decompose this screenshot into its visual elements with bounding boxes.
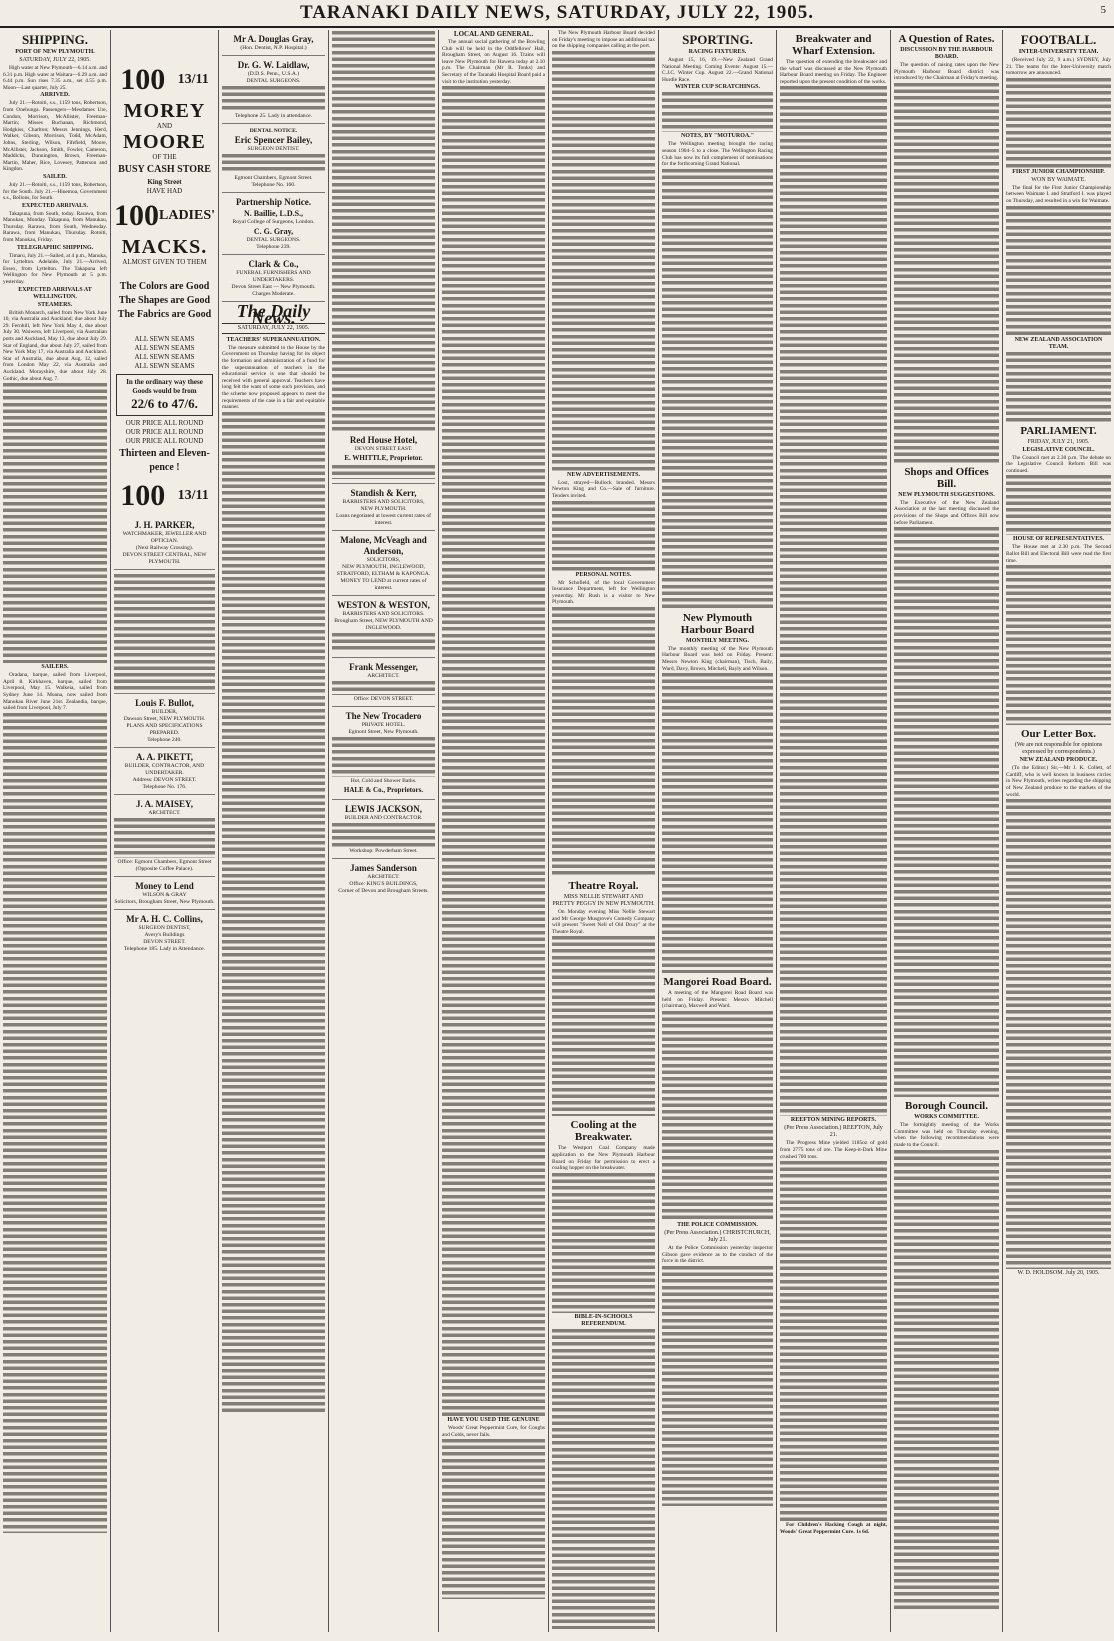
biz-name: E. WHITTLE, Proprietor. (344, 454, 423, 462)
borough-sub: WORKS COMMITTEE. (914, 1114, 979, 1121)
biz-line: Brougham Street, NEW PLYMOUTH AND INGLEWOOD. (334, 618, 433, 631)
trocadero-card (332, 711, 435, 800)
text-block (332, 823, 435, 847)
biz-name: James Sanderson (350, 863, 417, 873)
pikett-card (114, 752, 215, 795)
rates-heading: A Question of Rates. (898, 33, 995, 45)
theatre-heading: Theatre Royal. (568, 879, 639, 892)
biz-line: Hot, Cold and Shower Baths. (350, 778, 417, 784)
local-heading: LOCAL AND GENERAL. (453, 30, 534, 38)
biz-name: HALE & Co., Proprietors. (343, 786, 424, 794)
sailed-text: July 21.—Rotoiti, s.s., 1159 tons, Robertson, for the South. July 21.—Hinemoa, Government s.s., Bollons, for South. (3, 181, 107, 202)
text-block (780, 86, 887, 1116)
column-local-general (439, 30, 548, 1632)
text-block (222, 86, 325, 112)
biz-name: J. H. PARKER, (134, 520, 195, 530)
shapes-line: The Shapes are Good (118, 295, 211, 306)
bullot-card (114, 698, 215, 748)
harbour-heading: New Plymouth Harbour Board (680, 611, 755, 636)
collins-card (114, 914, 215, 956)
biz-name: WESTON & WESTON, (337, 600, 430, 610)
page-number: 5 (1100, 4, 1106, 16)
biz-line: SURGEON DENTIST, (138, 925, 191, 931)
biz-line: Charges Moderate. (252, 291, 295, 297)
biz-name: Mr A. Douglas Gray, (233, 34, 314, 44)
personal-text: Mr Schofield, of the local Government Insurance Department, left for Wellington yesterday. Mr Rush is a visitor to New Plymouth. (552, 579, 655, 606)
text-block (780, 1161, 887, 1521)
waimate-sub: WON BY WAIMATE. (1031, 176, 1086, 183)
biz-line: Telephone 185. Lady in Attendance. (123, 946, 205, 952)
biz-name: Frank Messenger, (349, 662, 418, 672)
biz-line: OPTICIAN. (150, 538, 179, 544)
macks-text: MACKS. (121, 236, 208, 258)
sanderson-card (332, 863, 435, 898)
text-block (332, 31, 435, 431)
police-text: At the Police Commission yesterday inspector Gibson gave evidence as to the conduct of the force in the district. (662, 1244, 773, 1265)
text-block (3, 713, 107, 1533)
column-shipping (0, 30, 110, 1632)
text-block (552, 607, 655, 877)
text-block (332, 465, 435, 479)
football-heading: FOOTBALL. (1020, 32, 1097, 47)
text-block (662, 169, 773, 609)
seams-line: ALL SEWN SEAMS (134, 362, 195, 370)
biz-line: Office: KING'S BUILDINGS, (349, 881, 418, 887)
column-adverts-left (111, 30, 218, 1632)
text-block (1006, 799, 1111, 1269)
money-card (114, 881, 215, 910)
ladies-text: LADIES' (159, 208, 216, 223)
have-had: HAVE HAD (146, 187, 183, 195)
harbour-sub: MONTHLY MEETING. (686, 637, 749, 644)
borough-text: The fortnightly meeting of the Works Committee was held on Thursday evening, when the following recommendations were made to the Council. (894, 1122, 999, 1148)
sailers-text: Oradana, barque, sailed from Liverpool, April 8. Kirkhaven, barque, sailed from Liverpool, May 15. Walkeia, sailed from Sydney June 14. Moana, now sailed from Manukau River June 21st. Zealandia, barque, sailed from Liverpool, July 7. (3, 672, 107, 712)
cooling-text: The Westport Coal Company made application to the New Plymouth Harbour Board on Friday for permission to erect a coaling hopper on the breakwater. (552, 1145, 655, 1172)
fabrics-line: The Fabrics are Good (117, 309, 212, 320)
biz-line: ARCHITECT. (367, 874, 400, 880)
text-block (662, 1011, 773, 1221)
biz-name: J. A. MAISEY, (136, 799, 193, 809)
advt-text: Woods' Great Peppermint Cure, for Coughs and Colds, never fails. (442, 1425, 545, 1438)
ad-price: 13/11 (177, 72, 209, 87)
bible-heading: BIBLE-IN-SCHOOLS REFERENDUM. (574, 1313, 633, 1327)
biz-line: Corner of Devon and Brougham Streets. (338, 888, 429, 894)
biz-line: BARRISTERS AND SOLICITORS. (342, 611, 425, 617)
biz-line: DEVON STREET CENTRAL, NEW PLYMOUTH. (122, 552, 207, 565)
biz-line: Telephone No. 176. (142, 784, 187, 790)
biz-line: Workshop: Powderham Street. (349, 848, 418, 854)
daily-news-date: SATURDAY, JULY 22, 1905. (222, 323, 325, 334)
text-block (332, 633, 435, 653)
biz-line: Office: DEVON STREET. (353, 696, 414, 702)
biz-name: LEWIS JACKSON, (344, 804, 423, 814)
text-block (114, 818, 215, 858)
ad-and: AND (156, 122, 173, 130)
biz-line: DEVON STREET EAST. (354, 446, 413, 452)
biz-line: Avery's Buildings (144, 932, 185, 938)
biz-name: The New Trocadero (345, 711, 422, 721)
footer-advt: For Children's Hacking Cough at night, Woods' Great Peppermint Cure. 1s 6d. (780, 1522, 887, 1535)
seams-line: ALL SEWN SEAMS (134, 344, 195, 352)
text-block (332, 737, 435, 777)
letter-text: (To the Editor.) Sir,—Mr J. K. Collett, of Cardiff, who is well known in business circles in New Plymouth, writes regarding the shipping of New Zealand produce to the markets of the world. (1006, 765, 1111, 798)
text-block (3, 383, 107, 663)
ordinary-box (116, 374, 213, 416)
police-sub: (Per Press Association.) CHRISTCHURCH, July 21. (664, 1229, 771, 1243)
ad-of-the: OF THE (152, 153, 177, 161)
text-block (1006, 565, 1111, 725)
arrived-text: July 21.—Rotoiti, s.s., 1159 tons, Robertson, from Onehunga. Passengers—Mesdames Ure, Condon, Morrison, McAllister, Freeman-Martin; Misses Buchanan, Richmond, Hodgkiss, Charlton; Messrs Jennings, Herd, Walker, Gibson, Morrison, Todd, McAdam, Johns, Sterling, Wilson, Fifefield, Moore, McAllister, Jackson, Smith, Fowler, Cameron, Maddicks, Dunnington, Brown, Freeman-Martin, Maher, Rice, Lovesey, Patterson and Kingdon. (3, 100, 107, 173)
telegraphic-text: Timaru, July 21.—Sailed, at 4 p.m., Manuka, for Lyttelton. Adelaide, July 21.—Arrived, Essex, from Lyttelton. The Takapuna left Wellington for New Plymouth at 5 p.m. yesterday. (3, 252, 107, 286)
column-news-2 (549, 30, 658, 1632)
column-football (1003, 30, 1114, 1632)
our-price-line: OUR PRICE ALL ROUND (125, 419, 204, 427)
weston-card (332, 600, 435, 658)
biz-line: DEVON STREET. (143, 939, 186, 945)
text-block (442, 1439, 545, 1599)
biz-line: PRIVATE HOTEL. (361, 722, 406, 728)
local-text: The annual social gathering of the Bowling Club will be held in the Oddfellows' Hall, Brougham Street, on August 16. Trains will leave New Plymouth for Hawera today at 2.10 p.m. The Chairman (Mr R. Tonks) and Secretary of the Taranaki Hospital Board paid a visit to the institution yesterday. (442, 39, 545, 85)
notices-text: Lost, strayed—Bullock branded. Messrs Newton King and Co.—Sale of furniture. Tenders invited. (552, 479, 655, 499)
text-block (114, 574, 215, 694)
council-text: The Council met at 2.30 p.m. The debate on the Legislative Council Reform Bill was continued. (1006, 454, 1111, 474)
advt-heading: HAVE YOU USED THE GENUINE (447, 1417, 540, 1424)
jackson-card (332, 804, 435, 859)
police-heading: THE POLICE COMMISSION. (677, 1221, 758, 1228)
reefton-sub: (Per Press Association.) REEFTON, July 21. (784, 1125, 883, 1139)
tides-text: High water at New Plymouth—6.14 a.m. and 6.31 p.m. High water at Waitara—6.29 a.m. and 6.44 p.m. Sun rises 7.35 a.m., set 4.55 p.m. Moon—Last quarter, July 25. (3, 65, 107, 91)
biz-line: WILSON & GRAY (142, 892, 187, 898)
biz-line: (Hon. Dentist, N.P. Hospital.) (240, 45, 307, 51)
expected-text: Takapuna, from South, today. Rarawa, from Manukau, Monday. Takapuna, from Manukau, Thursday. Rarawa, from South, Wednesday. Rarawa, from Manukau, Thursday. Rotoiti, from Manukau, Friday. (3, 210, 107, 244)
biz-line: Telephone No. 160. (251, 182, 296, 188)
winter-heading: WINTER CUP SCRATCHINGS. (674, 84, 761, 91)
steamers-text: British Monarch, sailed from New York June 10, via Australia and Auckland; due about July 29. Fernhill, left New York May 4, due about July 30. Waiwera, left Liverpool, via Australian ports and Auckland, May 13, due about July 29. Star of England, due about July 27, sailed from New York May 17, via Australia and Auckland. Star of Australia, due about Aug. 12, sailed from London May 22, via Australia and Auckland. Morayshire, due about July 28. Gothic, due about Aug. 7. (3, 309, 107, 382)
biz-line: Egmont Street, New Plymouth. (348, 729, 419, 735)
ad-price: 13/11 (177, 488, 209, 503)
biz-line: Loans negotiated at lowest current rates of interest. (335, 513, 432, 526)
colours-line: The Colors are Good (119, 281, 210, 292)
maisey-card (114, 799, 215, 877)
racing-heading: RACING FIXTURES. (688, 49, 747, 55)
ordinary-line: Goods would be from (132, 387, 197, 395)
biz-line: ARCHITECT. (367, 673, 400, 679)
ad-number: 100 (114, 199, 159, 232)
biz-line: NEW PLYMOUTH, INGLEWOOD, STRATFORD, ELTHAM & KAPONGA. (336, 564, 431, 577)
pence-line: pence ! (149, 462, 180, 473)
ad-number: 100 (120, 63, 166, 96)
text-block (552, 936, 655, 1116)
teachers-heading: TEACHERS' SUPERANNUATION. (226, 336, 321, 343)
biz-line: WATCHMAKER, JEWELLER AND (122, 531, 207, 537)
text-block (1006, 475, 1111, 535)
biz-line: ARCHITECT. (148, 810, 181, 816)
our-price-line: OUR PRICE ALL ROUND (125, 428, 204, 436)
biz-name: C. G. Gray, (253, 227, 294, 236)
theatre-text: On Monday evening Miss Nellie Stewart and Mr George Musgrove's Comedy Company will present "Sweet Nell of Old Drury" at the Theatre Royal. (552, 908, 655, 935)
given-text: ALMOST GIVEN TO THEM (122, 258, 207, 266)
biz-name: Louis F. Bullot, (135, 698, 194, 708)
text-block (332, 681, 435, 695)
ad-number: 100 (120, 479, 166, 512)
biz-name: Clark & Co., (248, 259, 299, 269)
malone-card (332, 535, 435, 596)
expected-heading: EXPECTED ARRIVALS. (22, 202, 88, 209)
sporting-heading: SPORTING. (682, 32, 753, 47)
biz-line: (D.D.S. Penn., U.S.A.) (247, 71, 300, 77)
notes-heading: NOTES, BY "MOTUROA." (680, 133, 755, 140)
sailers-heading: SAILERS. (41, 664, 69, 671)
biz-line: MONEY TO LEND at current rates of interest. (340, 578, 427, 591)
biz-line: SURGEON DENTIST. (247, 146, 300, 152)
standish-card (332, 488, 435, 531)
seams-line: ALL SEWN SEAMS (134, 353, 195, 361)
column-sporting (659, 30, 776, 1632)
rates-sub: DISCUSSION BY THE HARBOUR BOARD. (900, 47, 993, 60)
nz-team-heading: NEW ZEALAND ASSOCIATION TEAM. (1014, 336, 1103, 350)
biz-name: Malone, McVeagh and Anderson, (340, 535, 427, 556)
shipping-date: SATURDAY, JULY 22, 1905. (19, 57, 91, 63)
expected-wellington-heading: EXPECTED ARRIVALS AT WELLINGTON. (18, 286, 92, 300)
biz-name: Mr A. H. C. Collins, (126, 914, 203, 924)
seams-line: ALL SEWN SEAMS (134, 335, 195, 343)
biz-line: PLANS AND SPECIFICATIONS PREPARED. (126, 723, 203, 736)
biz-line: Solicitors, Brougham Street, New Plymouth. (114, 899, 215, 905)
biz-line: BUILDER, CONTRACTOR, AND UNDERTAKER. (124, 763, 205, 776)
text-block (552, 1173, 655, 1313)
colours-block (114, 281, 215, 321)
text-block (1006, 206, 1111, 336)
biz-name: Money to Lend (135, 881, 194, 891)
biz-line: Telephone 25. Lady in attendance. (235, 113, 312, 119)
house-heading: HOUSE OF REPRESENTATIVES. (1012, 536, 1105, 543)
notes-text: The Wellington meeting brought the racing season 1904–5 to a close. The Wellington Racing Club has now its full complement of nominations for the forthcoming Grand National. (662, 141, 773, 168)
biz-name: A. A. PIKETT, (135, 752, 194, 762)
mangorei-heading: Mangorei Road Board. (663, 976, 772, 989)
column-professional (219, 30, 328, 1632)
letter-signature: W. D. HOLDSOM. July 20, 1905. (1017, 1270, 1100, 1277)
text-block (662, 1266, 773, 1506)
text-block (894, 83, 999, 463)
biz-line: Devon Street East — New Plymouth. (231, 284, 316, 290)
ordinary-line: In the ordinary way these (126, 378, 203, 386)
breakwater-heading: Breakwater and Wharf Extension. (791, 33, 876, 57)
text-block (552, 1329, 655, 1629)
cooling-heading: Cooling at the Breakwater. (570, 1119, 637, 1144)
biz-line: Telephone 240. (147, 737, 182, 743)
letter-note: (We are not responsible for opinions expressed by correspondents.) (1014, 742, 1103, 756)
house-text: The House met at 2.30 p.m. The Second Ballot Bill and Electoral Bill were read the first time. (1006, 544, 1111, 564)
masthead-title: TARANAKI DAILY NEWS, SATURDAY, JULY 22, 1905. (299, 2, 815, 23)
notices-heading: NEW ADVERTISEMENTS. (566, 471, 641, 478)
junior-heading: FIRST JUNIOR CHAMPIONSHIP. (1012, 168, 1105, 175)
bailey-card (222, 128, 325, 193)
ad-100-bottom (114, 476, 215, 516)
harbour-intro: The New Plymouth Harbour Board decided on Friday's meeting to impose an additional tax on the shipping companies calling at the port. (552, 30, 655, 50)
redhouse-card (332, 435, 435, 484)
biz-line: SOLICITORS, (366, 557, 401, 563)
letter-heading: Our Letter Box. (1020, 728, 1097, 741)
parliament-heading: PARLIAMENT. (1020, 424, 1097, 437)
port-title: PORT OF NEW PLYMOUTH. (15, 49, 95, 55)
harbour-text: The monthly meeting of the New Plymouth Harbour Board was held on Friday. Present: Messrs Newton King (chairman), Tisch, Baily, Ward, Davy, Brown, Mitchell, Bayly and Wilson. (662, 645, 773, 672)
text-block (662, 673, 773, 973)
borough-heading: Borough Council. (905, 1100, 988, 1113)
biz-line: (Next Railway Crossing). (135, 545, 194, 551)
biz-line: NEW PLYMOUTH. (360, 506, 407, 512)
biz-line: Egmont Chambers, Egmont Street. (234, 175, 313, 181)
reefton-heading: REEFTON MINING REPORTS. (790, 1117, 877, 1124)
biz-line: FUNERAL FURNISHERS AND UNDERTAKERS. (236, 270, 311, 283)
nzproduce-heading: NEW ZEALAND PRODUCE. (1019, 757, 1098, 764)
biz-name: Standish & Kerr, (350, 488, 417, 498)
price-range: 22/6 to 47/6. (131, 396, 198, 411)
rates-text: The question of raising rates upon the New Plymouth Harbour Board district was introduced by the Chairman at Friday's meeting. (894, 62, 999, 82)
mangorei-text: A meeting of the Mangorei Road Board was held on Friday. Present: Messrs Mitchell (chairman), Maxwell and Ward. (662, 990, 773, 1010)
text-block (894, 527, 999, 1097)
biz-line: DENTAL SURGEONS. (246, 237, 301, 243)
biz-line: Dawson Street, NEW PLYMOUTH. (123, 716, 206, 722)
ad-100-top (114, 60, 215, 100)
text-block (222, 412, 325, 1412)
reefton-text: The Progress Mine yielded 1185oz of gold from 2775 tons of ore. The Keep-it-Dark Mine crushed 700 tons. (780, 1140, 887, 1160)
waimate-text: The final for the First Junior Championship between Waimate I. and Stratford I. was played on Thursday, and resulted in a win for Waimate. (1006, 184, 1111, 204)
column-breakwater (777, 30, 890, 1632)
our-price-line: OUR PRICE ALL ROUND (125, 437, 204, 445)
column-rates (891, 30, 1002, 1632)
laidlaw-card (222, 60, 325, 124)
personal-heading: PERSONAL NOTES. (575, 571, 632, 578)
daily-news-title: The Daily News. (236, 301, 311, 328)
partnership-card (222, 197, 325, 255)
biz-name: Partnership Notice. (236, 197, 311, 207)
clark-card (222, 259, 325, 302)
messenger-card (332, 662, 435, 707)
arrived-heading: ARRIVED. (40, 92, 70, 99)
shops-text: The Executive of the New Zealand Association at the last meeting discussed the provisions of the Shops and Offices Bill now before Parliament. (894, 499, 999, 526)
biz-line: BUILDER, (151, 709, 178, 715)
teachers-text: The measure submitted to the House by the Government on Thursday having for its object the formation and administration of a fund for the superannuation of teachers in the educational service is one that should be received with general approval. Teachers have long felt the want of some such provision, and the scheme now proposed appears to meet the requirements of the case in a fair and equitable manner. (222, 344, 325, 411)
parker-card (114, 520, 215, 570)
text-block (662, 92, 773, 132)
telegraphic-heading: TELEGRAPHIC SHIPPING. (16, 244, 94, 251)
biz-line: BARRISTERS AND SOLICITORS, (342, 499, 425, 505)
text-block (894, 1150, 999, 1610)
text-block (552, 51, 655, 471)
moore-name: MOORE (123, 131, 206, 153)
biz-line: Royal College of Surgeons, London. (232, 219, 315, 225)
biz-line: Address: DEVON STREET. (132, 777, 197, 783)
shipping-heading: SHIPPING. (21, 32, 89, 47)
text-block (1006, 352, 1111, 422)
text-block (552, 501, 655, 571)
busy-cash-store: BUSY CASH STORE (118, 164, 211, 175)
ad-ladies (114, 196, 215, 236)
council-heading: LEGISLATIVE COUNCIL. (1022, 446, 1095, 453)
text-block (222, 154, 325, 174)
morey-name: MOREY (123, 100, 206, 122)
biz-name: N. Baillie, L.D.S., (243, 209, 304, 218)
masthead (0, 0, 1114, 28)
biz-line: Office: Egmont Chambers, Egmont Street (Opposite Coffee Palace). (117, 859, 212, 872)
racing-text: August 15, 16, 19.—New Zealand Grand National Meeting. Coming Events: August 15.—C.J.C. Winter Cup. August 22.—Grand National Hurdle Race. (662, 57, 773, 83)
biz-name: Eric Spencer Bailey, (234, 135, 313, 145)
gray-card (222, 34, 325, 56)
biz-name: Red House Hotel, (349, 435, 418, 445)
biz-line: DENTAL NOTICE. (249, 128, 298, 134)
shops-sub: NEW PLYMOUTH SUGGESTIONS. (898, 491, 995, 498)
text-block (442, 86, 545, 1416)
biz-line: BUILDER AND CONTRACTOR. (344, 815, 423, 821)
interuni-text: (Received July 22, 9 a.m.) SYDNEY, July 21. The teams for the Inter-University match tomorrow are announced. (1006, 57, 1111, 77)
biz-line: DENTAL SURGEONS. (246, 78, 301, 84)
steamers-heading: STEAMERS. (37, 301, 73, 308)
text-block (1006, 78, 1111, 168)
breakwater-text: The question of extending the breakwater and the wharf was discussed at the New Plymouth Harbour Board meeting on Friday. The Engineer reported upon the present condition of the works. (780, 59, 887, 85)
shops-heading: Shops and Offices Bill. (904, 465, 989, 490)
sailed-heading: SAILED. (43, 173, 67, 180)
king-street: King Street (147, 178, 182, 186)
biz-name: Dr. G. W. Laidlaw, (237, 60, 310, 70)
column-solicitors (329, 30, 438, 1632)
theatre-sub: MISS NELLIE STEWART AND PRETTY PEGGY IN NEW PLYMOUTH. (552, 893, 655, 907)
biz-line: Telephone 239. (256, 244, 291, 250)
thirteen-line: Thirteen and Eleven- (119, 448, 210, 459)
parliament-date: FRIDAY, JULY 21, 1905. (1027, 438, 1090, 445)
interuni-heading: INTER-UNIVERSITY TEAM. (1018, 49, 1099, 55)
